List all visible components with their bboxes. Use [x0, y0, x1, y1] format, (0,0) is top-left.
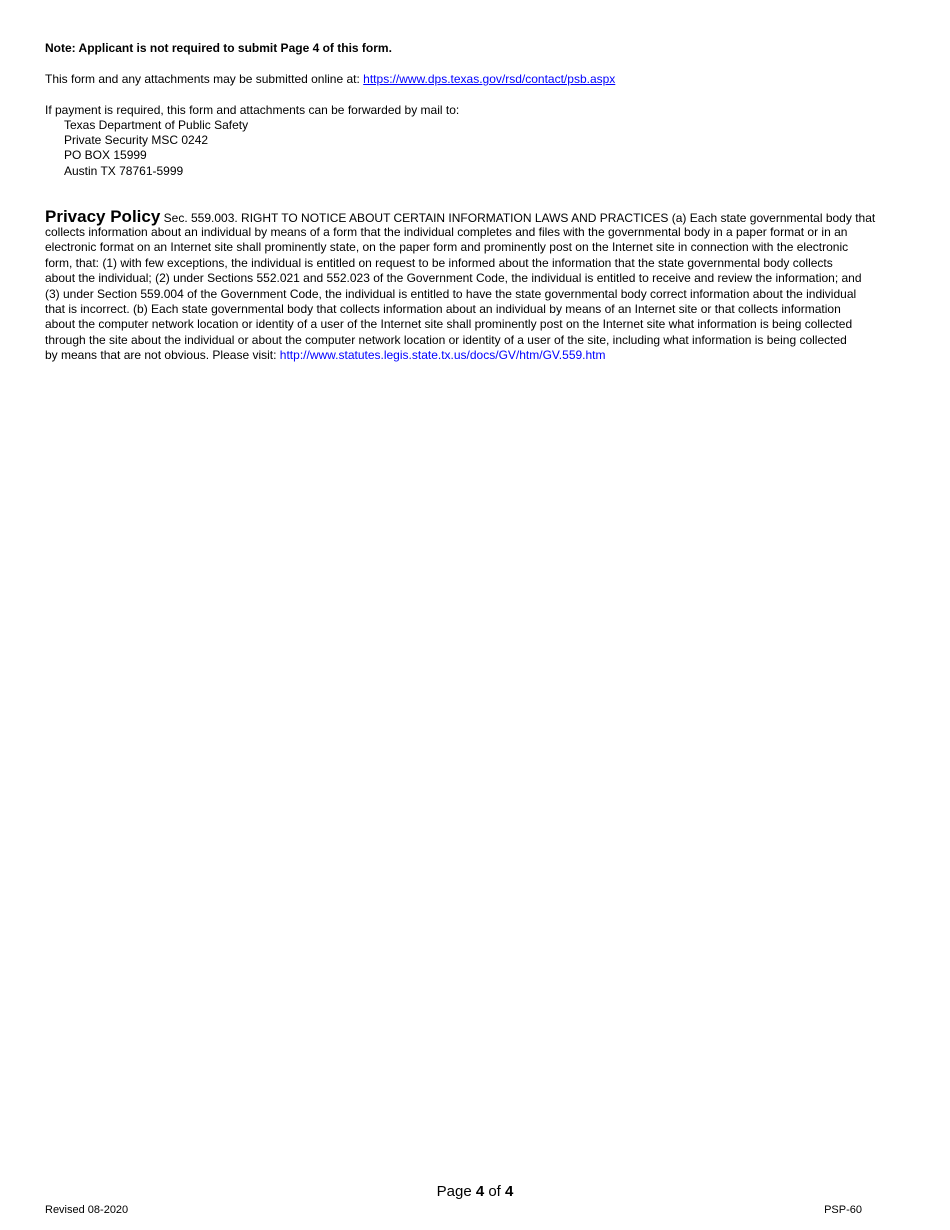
statutes-link[interactable]: http://www.statutes.legis.state.tx.us/docs/GV/htm/GV.559.htm: [279, 348, 606, 363]
page-of: of: [484, 1183, 506, 1200]
privacy-line: by means that are not obvious. Please visit:: [45, 348, 280, 363]
privacy-line: form, that: (1) with few exceptions, the individual is entitled on request to be informed about the information that the state governmental body collects: [45, 255, 833, 270]
online-text: This form and any attachments may be submitted online at:: [45, 72, 364, 86]
privacy-line: about the individual; (2) under Sections 552.021 and 552.023 of the Government Code, the individual is entitled to receive and review the information; and: [45, 271, 862, 286]
address-line: PO BOX 15999: [64, 148, 147, 163]
privacy-line: that is incorrect. (b) Each state governmental body that collects information about an individual by means of an Internet site or that collects information: [45, 301, 841, 316]
privacy-line: through the site about the individual or about the computer network location or identity of a user of the site, including what information is being collected: [45, 332, 847, 347]
privacy-line: collects information about an individual by means of a form that the individual completes and files with the governmental body in a paper format or in an: [45, 225, 848, 239]
privacy-line: about the computer network location or identity of a user of the Internet site shall prominently post on the Internet site what information is being collected: [45, 317, 853, 332]
page-prefix: Page: [436, 1183, 476, 1200]
address-line: Private Security MSC 0242: [64, 133, 209, 148]
online-submission-link[interactable]: https://www.dps.texas.gov/rsd/contact/psb.aspx: [363, 72, 616, 86]
form-code: PSP-60: [824, 1204, 862, 1216]
note-heading: Note: Applicant is not required to submit Page 4 of this form.: [45, 41, 392, 55]
page-number: [0, 1183, 950, 1200]
mail-intro: If payment is required, this form and attachments can be forwarded by mail to:: [45, 103, 460, 117]
privacy-policy: [45, 208, 915, 364]
address-line: Texas Department of Public Safety: [64, 118, 249, 132]
privacy-line: (3) under Section 559.004 of the Government Code, the individual is entitled to have the state governmental body correct information about the individual: [45, 286, 857, 301]
page-total: 4: [505, 1183, 514, 1200]
privacy-line: electronic format on an Internet site shall prominently state, on the paper form and prominently post on the Internet site in connection with the electronic: [45, 240, 849, 255]
online-submission: [45, 72, 615, 87]
mailing-address: [64, 118, 248, 179]
privacy-line: Sec. 559.003. RIGHT TO NOTICE ABOUT CERTAIN INFORMATION LAWS AND PRACTICES (a) Each state governmental body that: [160, 211, 876, 225]
page-current: 4: [475, 1183, 485, 1200]
privacy-policy-title: Privacy Policy: [45, 207, 161, 226]
revision-date: Revised 08-2020: [45, 1204, 129, 1216]
address-line: Austin TX 78761-5999: [64, 163, 184, 178]
